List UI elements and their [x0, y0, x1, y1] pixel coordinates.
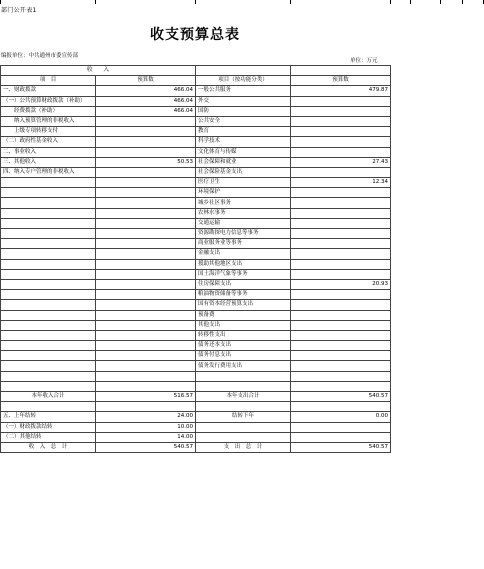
row-expense-value — [291, 371, 391, 381]
table-row — [1, 341, 391, 351]
row-income-value — [96, 320, 196, 330]
currency-unit: 单位：万元 — [350, 58, 378, 64]
row-expense-item: 国土海洋气象等事务 — [196, 269, 291, 279]
carry-fiscal-label: （一）财政拨款结转 — [1, 422, 96, 432]
table-row — [1, 106, 391, 116]
row-income-item — [1, 310, 96, 320]
row-expense-value — [291, 208, 391, 218]
carry-other-label: （二）其他结转 — [1, 432, 96, 442]
row-expense-value — [291, 269, 391, 279]
col-budget-left: 预算数 — [96, 76, 196, 86]
row-income-value — [96, 147, 196, 157]
row-income-value — [96, 371, 196, 381]
income-total: 516.57 — [96, 392, 196, 402]
row-income-value: 50.53 — [96, 157, 196, 167]
row-expense-item: 社会保险基金支出 — [196, 167, 291, 177]
row-income-item — [1, 290, 96, 300]
row-expense-item: 公共安全 — [196, 116, 291, 126]
row-income-item — [1, 300, 96, 310]
column-header-row — [1, 76, 391, 86]
row-expense-value: 27.43 — [291, 157, 391, 167]
row-expense-value: 20.93 — [291, 279, 391, 289]
row-income-item — [1, 320, 96, 330]
row-income-item: （二）政府性基金收入 — [1, 137, 96, 147]
row-expense-value — [291, 147, 391, 157]
row-income-value: 466.04 — [96, 86, 196, 96]
row-income-value: 466.04 — [96, 106, 196, 116]
row-expense-value — [291, 137, 391, 147]
row-expense-value: 479.87 — [291, 86, 391, 96]
total-row — [1, 392, 391, 402]
table-row — [1, 96, 391, 106]
row-expense-item: 债务付息支出 — [196, 351, 291, 361]
row-expense-value — [291, 218, 391, 228]
row-expense-item: 预备费 — [196, 310, 291, 320]
group-header-row — [1, 66, 391, 76]
row-expense-item: 金融支出 — [196, 249, 291, 259]
row-income-item: 经费拨款（补助） — [1, 106, 96, 116]
table-row — [1, 310, 391, 320]
row-expense-value — [291, 259, 391, 269]
row-income-value — [96, 229, 196, 239]
grand-income-label: 收 入 总 计 — [1, 442, 96, 452]
table-row — [1, 137, 391, 147]
row-expense-value — [291, 106, 391, 116]
row-income-item: 四、纳入专户管理的非税收入 — [1, 167, 96, 177]
row-income-value — [96, 310, 196, 320]
row-expense-value — [291, 341, 391, 351]
row-expense-item: 粮油物资储备等事务 — [196, 290, 291, 300]
row-income-item — [1, 351, 96, 361]
row-expense-value — [291, 229, 391, 239]
row-income-item — [1, 279, 96, 289]
row-expense-item: 国有资本经营预算支出 — [196, 300, 291, 310]
table-row — [1, 86, 391, 96]
table-row — [1, 351, 391, 361]
row-expense-item: 转移性支出 — [196, 330, 291, 340]
top-border-ticks — [0, 0, 484, 4]
table-row — [1, 371, 391, 381]
row-expense-value — [291, 188, 391, 198]
table-row — [1, 167, 391, 177]
row-income-value — [96, 269, 196, 279]
row-income-value — [96, 127, 196, 137]
row-income-item — [1, 188, 96, 198]
row-expense-value: 12.34 — [291, 178, 391, 188]
carry-next-label: 结转下年 — [196, 412, 291, 422]
row-income-value — [96, 330, 196, 340]
row-income-item: 一、财政拨款 — [1, 86, 96, 96]
blank-row — [1, 402, 391, 412]
row-expense-value — [291, 381, 391, 391]
row-income-value — [96, 361, 196, 371]
row-income-item: （一）公共预算财政拨款（补助） — [1, 96, 96, 106]
row-expense-value — [291, 290, 391, 300]
carry-label: 五、上年结转 — [1, 412, 96, 422]
table-row — [1, 381, 391, 391]
row-income-value — [96, 167, 196, 177]
row-expense-item: 商业服务业等事务 — [196, 239, 291, 249]
row-expense-value — [291, 300, 391, 310]
table-row — [1, 188, 391, 198]
row-income-item — [1, 361, 96, 371]
row-income-value — [96, 178, 196, 188]
grand-total-row — [1, 442, 391, 452]
table-row — [1, 300, 391, 310]
row-income-item — [1, 229, 96, 239]
row-expense-item — [196, 381, 291, 391]
row-expense-item: 债务发行费用支出 — [196, 361, 291, 371]
income-total-label: 本年收入合计 — [1, 392, 96, 402]
table-row — [1, 229, 391, 239]
row-income-value: 466.04 — [96, 96, 196, 106]
row-income-value — [96, 239, 196, 249]
row-income-item — [1, 178, 96, 188]
row-expense-item: 交通运输 — [196, 218, 291, 228]
row-expense-item: 其他支出 — [196, 320, 291, 330]
row-expense-value — [291, 351, 391, 361]
table-row — [1, 269, 391, 279]
expense-total-label: 本年支出合计 — [196, 392, 291, 402]
row-income-value — [96, 198, 196, 208]
row-expense-value — [291, 310, 391, 320]
row-expense-value — [291, 249, 391, 259]
carry-other-value: 14.00 — [96, 432, 196, 442]
table-row — [1, 320, 391, 330]
row-income-item — [1, 371, 96, 381]
col-item-left: 项 目 — [1, 76, 96, 86]
row-income-value — [96, 188, 196, 198]
row-expense-value — [291, 116, 391, 126]
carry-row — [1, 412, 391, 422]
table-row — [1, 208, 391, 218]
row-income-item — [1, 259, 96, 269]
grand-expense-value: 540.57 — [291, 442, 391, 452]
row-expense-item: 文化体育与传媒 — [196, 147, 291, 157]
row-expense-item: 外交 — [196, 96, 291, 106]
table-row — [1, 330, 391, 340]
compiling-unit: 编报单位：中共通州市委宣传部 — [1, 53, 79, 59]
row-income-item: 二、事业收入 — [1, 147, 96, 157]
carry-fiscal-row — [1, 422, 391, 432]
row-expense-item: 住房保障支出 — [196, 279, 291, 289]
row-income-item — [1, 381, 96, 391]
row-income-item: 三、其他收入 — [1, 157, 96, 167]
row-income-item — [1, 249, 96, 259]
row-expense-item — [196, 371, 291, 381]
row-expense-item: 农林水事务 — [196, 208, 291, 218]
row-expense-item: 债务还本支出 — [196, 341, 291, 351]
row-expense-item: 一般公共服务 — [196, 86, 291, 96]
row-income-item — [1, 239, 96, 249]
expense-total: 540.57 — [291, 392, 391, 402]
row-income-item — [1, 198, 96, 208]
row-income-item — [1, 330, 96, 340]
row-expense-item: 环境保护 — [196, 188, 291, 198]
grand-expense-label: 支 出 总 计 — [196, 442, 291, 452]
row-income-item — [1, 208, 96, 218]
row-expense-value — [291, 167, 391, 177]
table-row — [1, 198, 391, 208]
carry-fiscal-value: 10.00 — [96, 422, 196, 432]
row-expense-value — [291, 127, 391, 137]
table-row — [1, 147, 391, 157]
table-row — [1, 239, 391, 249]
table-row — [1, 157, 391, 167]
row-expense-item: 援助其他地区支出 — [196, 259, 291, 269]
carry-next-value: 0.00 — [291, 412, 391, 422]
dept-label: 部门公开表1 — [1, 7, 37, 14]
row-expense-item: 资源勘探电力信息等事务 — [196, 229, 291, 239]
row-income-item — [1, 218, 96, 228]
budget-table — [0, 65, 391, 453]
row-income-value — [96, 259, 196, 269]
table-row — [1, 279, 391, 289]
table-row — [1, 259, 391, 269]
row-income-item — [1, 341, 96, 351]
row-income-value — [96, 218, 196, 228]
table-row — [1, 361, 391, 371]
row-expense-item: 社会保障和就业 — [196, 157, 291, 167]
row-income-value — [96, 290, 196, 300]
row-expense-value — [291, 330, 391, 340]
row-income-item — [1, 269, 96, 279]
table-row — [1, 290, 391, 300]
row-expense-item: 医疗卫生 — [196, 178, 291, 188]
row-income-value — [96, 249, 196, 259]
row-expense-item: 国防 — [196, 106, 291, 116]
row-income-value — [96, 137, 196, 147]
row-expense-value — [291, 361, 391, 371]
row-income-item: 纳入预算管理的非税收入 — [1, 116, 96, 126]
row-expense-value — [291, 198, 391, 208]
carry-other-row — [1, 432, 391, 442]
row-expense-item: 城乡社区事务 — [196, 198, 291, 208]
row-expense-value — [291, 239, 391, 249]
col-budget-right: 预算数 — [291, 76, 391, 86]
page-title: 收支预算总表 — [150, 27, 240, 43]
row-income-value — [96, 116, 196, 126]
row-expense-value — [291, 320, 391, 330]
row-expense-item: 教育 — [196, 127, 291, 137]
table-row — [1, 116, 391, 126]
row-expense-value — [291, 96, 391, 106]
table-row — [1, 249, 391, 259]
carry-value: 24.00 — [96, 412, 196, 422]
row-income-value — [96, 300, 196, 310]
row-income-value — [96, 279, 196, 289]
table-row — [1, 178, 391, 188]
row-income-value — [96, 351, 196, 361]
row-income-item: 上级专项转移支付 — [1, 127, 96, 137]
grand-income-value: 540.57 — [96, 442, 196, 452]
col-item-right: 项目（按功能分类） — [196, 76, 291, 86]
income-group-header: 收 入 — [1, 66, 196, 76]
row-income-value — [96, 381, 196, 391]
row-expense-item: 科学技术 — [196, 137, 291, 147]
row-income-value — [96, 341, 196, 351]
table-row — [1, 127, 391, 137]
row-income-value — [96, 208, 196, 218]
table-row — [1, 218, 391, 228]
